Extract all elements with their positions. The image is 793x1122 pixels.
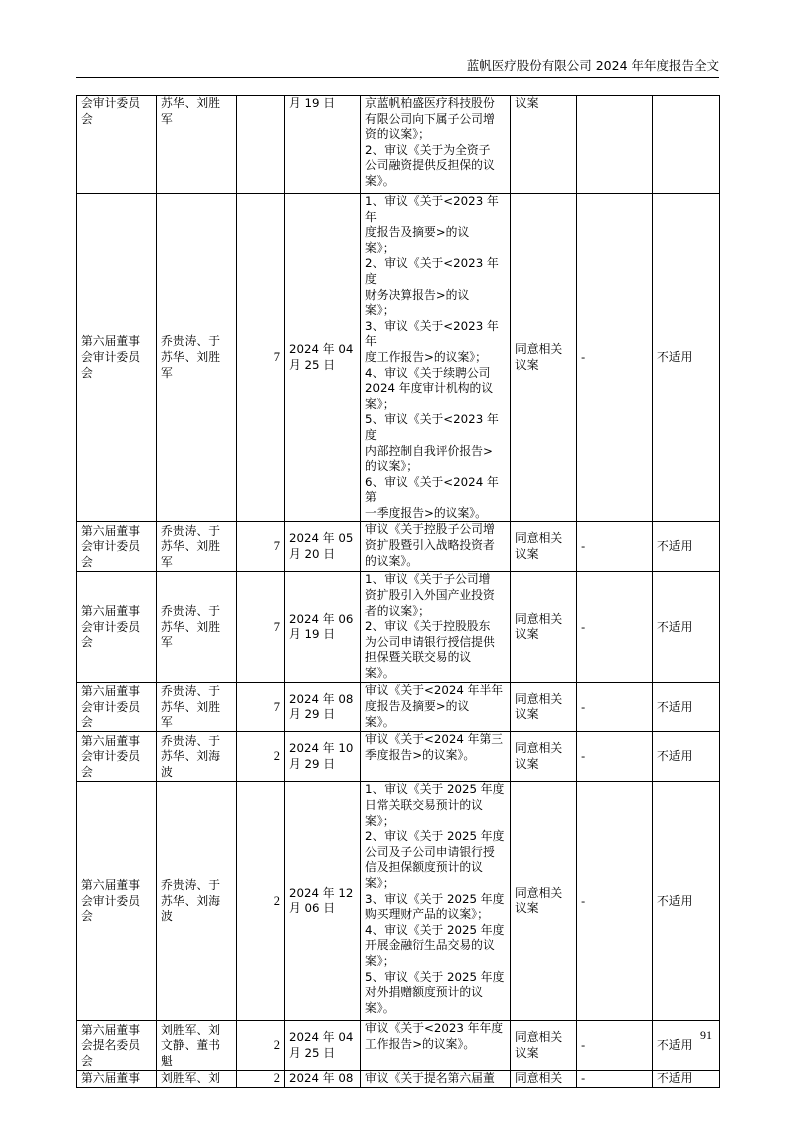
cell-text-line: 军 — [161, 715, 173, 730]
cell-text-line: 2024 年 12 — [289, 885, 354, 900]
cell-text-line: 第六届董事 — [81, 733, 140, 748]
cell-text-line: 议案 — [515, 1045, 539, 1060]
cell-text-line: 会 — [81, 111, 93, 126]
cell-text: 不适用 — [657, 349, 693, 364]
opinion-cell — [511, 683, 577, 732]
committee-name-cell — [77, 782, 157, 1021]
cell-text-line: 会审计委员 — [81, 96, 140, 110]
cell-text-line: 6、审议《关于<2024 年第 — [365, 474, 499, 505]
cell-text-line: 度工作报告>的议案》； — [365, 349, 487, 364]
objection-details-cell — [653, 683, 720, 732]
opinion-cell — [511, 194, 577, 522]
cell-text-line: 波 — [161, 909, 173, 924]
cell-text-line: 2024 年 05 — [289, 531, 354, 546]
cell-text-line: 资扩股暨引入战略投资者 — [365, 538, 495, 553]
cell-text-line: 军 — [161, 111, 173, 126]
cell-text-line: 会 — [81, 715, 93, 730]
meeting-count-cell — [237, 522, 285, 572]
cell-text-line: 会审计委员 — [81, 619, 140, 634]
cell-text-line: 苏华、刘胜 — [161, 539, 220, 554]
cell-text-line: 购买理财产品的议案》； — [365, 907, 489, 922]
members-cell — [157, 1071, 237, 1088]
cell-text-line: 担保暨关联交易的议 — [365, 650, 472, 665]
cell-text-line: 审议《关于提名第六届董 — [365, 1071, 495, 1086]
cell-text-line: 会审计委员 — [81, 699, 140, 714]
meeting-count-cell — [237, 782, 285, 1021]
committee-name-cell — [77, 1021, 157, 1071]
cell-text-line: 月 25 日 — [289, 1045, 336, 1060]
cell-text-line: 会审计委员 — [81, 749, 140, 764]
cell-text: 不适用 — [657, 619, 693, 634]
cell-text-line: 4、审议《关于续聘公司 — [365, 365, 491, 380]
cell-text-line: 1、审议《关于子公司增 — [365, 572, 491, 587]
cell-text: - — [581, 619, 586, 634]
table-row — [77, 572, 720, 683]
cell-text-line: 议案 — [515, 627, 539, 642]
cell-text-line: 苏华、刘胜 — [161, 699, 220, 714]
opinion-cell — [511, 1071, 577, 1088]
cell-text-line: 京蓝帆柏盛医疗科技股份 — [365, 96, 495, 110]
meeting-date-cell — [285, 194, 361, 522]
report-header-title: 蓝帆医疗股份有限公司 2024 年年度报告全文 — [466, 58, 719, 73]
meeting-count-cell — [237, 572, 285, 683]
cell-text-line: 月 19 日 — [289, 96, 336, 110]
cell-text: 7 — [273, 349, 280, 364]
cell-text: - — [581, 699, 586, 714]
cell-text-line: 月 19 日 — [289, 627, 336, 642]
cell-text-line: 公司及子公司申请银行授 — [365, 844, 495, 859]
meeting-count-cell — [237, 194, 285, 522]
objection-details-cell — [653, 522, 720, 572]
table-row — [77, 96, 720, 194]
cell-text-line: 3、审议《关于 2025 年度 — [365, 891, 505, 906]
meeting-count-cell — [237, 683, 285, 732]
cell-text-line: 1、审议《关于 2025 年度 — [365, 782, 505, 797]
cell-text: 7 — [273, 539, 280, 554]
cell-text-line: 乔贵涛、于 — [161, 334, 220, 349]
cell-text-line: 季度报告>的议案》。 — [365, 748, 476, 763]
committee-name-cell — [77, 522, 157, 572]
cell-text-line: 月 29 日 — [289, 707, 336, 722]
meeting-content-cell — [361, 1071, 511, 1088]
members-cell — [157, 572, 237, 683]
cell-text-line: 第六届董事 — [81, 684, 140, 699]
cell-text-line: 苏华、刘胜 — [161, 96, 220, 110]
committee-name-cell — [77, 194, 157, 522]
members-cell — [157, 782, 237, 1021]
cell-text-line: 2024 年 04 — [289, 342, 354, 357]
committee-name-cell — [77, 732, 157, 782]
cell-text-line: 苏华、刘海 — [161, 749, 220, 764]
cell-text-line: 资扩股引入外国产业投资 — [365, 588, 495, 603]
cell-text-line: 会审计委员 — [81, 893, 140, 908]
cell-text-line: 波 — [161, 764, 173, 779]
suggestion-cell — [577, 782, 653, 1021]
cell-text-line: 对外捐赠额度预计的议 — [365, 985, 483, 1000]
table-row — [77, 1021, 720, 1071]
meeting-content-cell — [361, 782, 511, 1021]
members-cell — [157, 732, 237, 782]
cell-text-line: 第六届董事 — [81, 1071, 140, 1086]
cell-text-line: 1、审议《关于<2023 年年 — [365, 194, 499, 224]
cell-text-line: 第六届董事 — [81, 523, 140, 538]
table-row — [77, 194, 720, 522]
cell-text-line: 同意相关 — [515, 1030, 563, 1045]
cell-text-line: 案》。 — [365, 1000, 395, 1015]
cell-text-line: 同意相关 — [515, 611, 563, 626]
page-number: 91 — [700, 1028, 712, 1042]
cell-text-line: 有限公司向下属子公司增 — [365, 111, 495, 126]
cell-text-line: 会 — [81, 1053, 93, 1068]
meeting-date-cell — [285, 1021, 361, 1071]
cell-text-line: 2024 年度审计机构的议 — [365, 381, 494, 396]
opinion-cell — [511, 1021, 577, 1071]
meeting-content-cell — [361, 194, 511, 522]
cell-text: - — [581, 1038, 586, 1053]
cell-text-line: 议案 — [515, 96, 539, 110]
suggestion-cell — [577, 732, 653, 782]
cell-text-line: 案》。 — [365, 666, 395, 681]
cell-text-line: 会 — [81, 554, 93, 569]
cell-text: - — [581, 1071, 586, 1086]
cell-text-line: 2、审议《关于为全资子 — [365, 142, 491, 157]
cell-text-line: 苏华、刘胜 — [161, 619, 220, 634]
cell-text-line: 第六届董事 — [81, 1022, 140, 1037]
cell-text-line: 2024 年 08 — [289, 691, 354, 706]
cell-text-line: 会提名委员 — [81, 1038, 140, 1053]
cell-text-line: 资的议案》； — [365, 127, 430, 142]
cell-text-line: 会 — [81, 764, 93, 779]
cell-text-line: 度报告及摘要>的议 — [365, 699, 470, 714]
cell-text-line: 2024 年 10 — [289, 741, 354, 756]
opinion-cell — [511, 732, 577, 782]
cell-text-line: 议案 — [515, 357, 539, 372]
cell-text: 2 — [273, 749, 280, 764]
cell-text-line: 第六届董事 — [81, 604, 140, 619]
objection-details-cell — [653, 572, 720, 683]
meeting-count-cell — [237, 96, 285, 194]
cell-text-line: 审议《关于<2024 年第三 — [365, 732, 504, 747]
cell-text-line: 案》； — [365, 240, 395, 255]
cell-text: 不适用 — [657, 893, 693, 908]
objection-details-cell — [653, 194, 720, 522]
cell-text-line: 同意相关 — [515, 691, 563, 706]
cell-text-line: 乔贵涛、于 — [161, 684, 220, 699]
table-row — [77, 683, 720, 732]
meeting-content-cell — [361, 96, 511, 194]
cell-text-line: 乔贵涛、于 — [161, 878, 220, 893]
members-cell — [157, 522, 237, 572]
table-row — [77, 782, 720, 1021]
members-cell — [157, 683, 237, 732]
cell-text-line: 2、审议《关于<2023 年度 — [365, 256, 499, 286]
cell-text-line: 的议案》； — [365, 459, 419, 474]
cell-text-line: 议案 — [515, 546, 539, 561]
cell-text-line: 工作报告>的议案》。 — [365, 1037, 476, 1052]
cell-text-line: 刘胜军、刘 — [161, 1071, 220, 1086]
cell-text-line: 刘胜军、刘 — [161, 1022, 220, 1037]
cell-text: - — [581, 539, 586, 554]
cell-text: - — [581, 749, 586, 764]
table-row — [77, 522, 720, 572]
meeting-content-cell — [361, 732, 511, 782]
cell-text-line: 5、审议《关于<2023 年度 — [365, 412, 499, 442]
cell-text-line: 月 20 日 — [289, 546, 336, 561]
cell-text-line: 3、审议《关于<2023 年年 — [365, 318, 499, 349]
cell-text-line: 乔贵涛、于 — [161, 604, 220, 619]
cell-text-line: 月 25 日 — [289, 357, 336, 372]
cell-text-line: 2024 年 08 — [289, 1071, 354, 1086]
cell-text-line: 审议《关于控股子公司增 — [365, 522, 495, 537]
meeting-count-cell — [237, 732, 285, 782]
committee-meetings-table — [76, 95, 720, 1088]
objection-details-cell — [653, 732, 720, 782]
cell-text-line: 月 29 日 — [289, 756, 336, 771]
committee-name-cell — [77, 1071, 157, 1088]
cell-text-line: 议案 — [515, 901, 539, 916]
cell-text-line: 者的议案》； — [365, 603, 430, 618]
suggestion-cell — [577, 522, 653, 572]
cell-text-line: 乔贵涛、于 — [161, 523, 220, 538]
cell-text-line: 议案 — [515, 756, 539, 771]
meeting-content-cell — [361, 522, 511, 572]
cell-text: 7 — [273, 619, 280, 634]
cell-text-line: 信及担保额度预计的议 — [365, 860, 483, 875]
cell-text-line: 同意相关 — [515, 741, 563, 756]
cell-text-line: 2024 年 04 — [289, 1030, 354, 1045]
cell-text-line: 为公司申请银行授信提供 — [365, 634, 495, 649]
cell-text-line: 乔贵涛、于 — [161, 733, 220, 748]
table-row — [77, 732, 720, 782]
opinion-cell — [511, 96, 577, 194]
cell-text-line: 军 — [161, 365, 173, 380]
suggestion-cell — [577, 96, 653, 194]
cell-text: 7 — [273, 699, 280, 714]
meeting-date-cell — [285, 782, 361, 1021]
meeting-content-cell — [361, 1021, 511, 1071]
cell-text-line: 案》； — [365, 303, 395, 318]
cell-text-line: 同意相关 — [515, 885, 563, 900]
cell-text-line: 财务决算报告>的议 — [365, 287, 470, 302]
cell-text: 不适用 — [657, 749, 693, 764]
table-row — [77, 1071, 720, 1088]
cell-text: 不适用 — [657, 539, 693, 554]
cell-text-line: 会审计委员 — [81, 349, 140, 364]
meeting-date-cell — [285, 1071, 361, 1088]
cell-text-line: 案》； — [365, 813, 395, 828]
cell-text-line: 第六届董事 — [81, 334, 140, 349]
opinion-cell — [511, 522, 577, 572]
cell-text: 不适用 — [657, 699, 693, 714]
suggestion-cell — [577, 1021, 653, 1071]
cell-text-line: 开展金融衍生品交易的议 — [365, 938, 495, 953]
meeting-count-cell — [237, 1071, 285, 1088]
cell-text-line: 案》； — [365, 876, 395, 891]
cell-text-line: 案》。 — [365, 714, 395, 729]
meeting-date-cell — [285, 683, 361, 732]
opinion-cell — [511, 572, 577, 683]
cell-text-line: 会 — [81, 909, 93, 924]
meeting-date-cell — [285, 96, 361, 194]
suggestion-cell — [577, 683, 653, 732]
objection-details-cell — [653, 96, 720, 194]
cell-text-line: 苏华、刘海 — [161, 893, 220, 908]
cell-text-line: 文静、董书 — [161, 1038, 220, 1053]
cell-text-line: 会审计委员 — [81, 539, 140, 554]
cell-text: 不适用 — [657, 1071, 693, 1086]
cell-text-line: 2、审议《关于控股股东 — [365, 619, 491, 634]
cell-text-line: 军 — [161, 554, 173, 569]
cell-text-line: 会 — [81, 365, 93, 380]
members-cell — [157, 1021, 237, 1071]
cell-text-line: 案》。 — [365, 173, 395, 188]
suggestion-cell — [577, 1071, 653, 1088]
suggestion-cell — [577, 572, 653, 683]
cell-text-line: 魁 — [161, 1053, 173, 1068]
cell-text-line: 苏华、刘胜 — [161, 349, 220, 364]
cell-text: - — [581, 893, 586, 908]
cell-text-line: 第六届董事 — [81, 878, 140, 893]
meeting-content-cell — [361, 683, 511, 732]
cell-text-line: 审议《关于<2024 年半年 — [365, 683, 504, 698]
cell-text-line: 军 — [161, 635, 173, 650]
cell-text-line: 同意相关 — [515, 1071, 563, 1086]
meeting-content-cell — [361, 572, 511, 683]
opinion-cell — [511, 782, 577, 1021]
cell-text: 2 — [273, 1071, 280, 1086]
cell-text-line: 议案 — [515, 707, 539, 722]
meeting-date-cell — [285, 572, 361, 683]
cell-text-line: 4、审议《关于 2025 年度 — [365, 922, 505, 937]
objection-details-cell — [653, 1071, 720, 1088]
members-cell — [157, 96, 237, 194]
cell-text: 不适用 — [657, 1038, 693, 1053]
cell-text-line: 月 06 日 — [289, 901, 336, 916]
cell-text-line: 案》； — [365, 396, 395, 411]
objection-details-cell — [653, 782, 720, 1021]
cell-text-line: 一季度报告>的议案》。 — [365, 505, 487, 520]
committee-name-cell — [77, 683, 157, 732]
cell-text: 2 — [273, 893, 280, 908]
header-divider — [76, 77, 719, 78]
meeting-date-cell — [285, 732, 361, 782]
members-cell — [157, 194, 237, 522]
cell-text-line: 公司融资提供反担保的议 — [365, 158, 495, 173]
cell-text-line: 同意相关 — [515, 531, 563, 546]
cell-text-line: 2、审议《关于 2025 年度 — [365, 829, 505, 844]
cell-text-line: 审议《关于<2023 年年度 — [365, 1021, 504, 1036]
committee-name-cell — [77, 96, 157, 194]
committee-name-cell — [77, 572, 157, 683]
meeting-date-cell — [285, 522, 361, 572]
cell-text: - — [581, 349, 586, 364]
cell-text-line: 的议案》。 — [365, 553, 419, 568]
cell-text: 2 — [273, 1038, 280, 1053]
cell-text-line: 度报告及摘要>的议 — [365, 225, 470, 240]
cell-text-line: 2024 年 06 — [289, 611, 354, 626]
cell-text-line: 5、审议《关于 2025 年度 — [365, 969, 505, 984]
cell-text-line: 内部控制自我评价报告> — [365, 443, 493, 458]
suggestion-cell — [577, 194, 653, 522]
cell-text-line: 案》； — [365, 954, 395, 968]
cell-text-line: 会 — [81, 635, 93, 650]
cell-text-line: 同意相关 — [515, 342, 563, 357]
meeting-count-cell — [237, 1021, 285, 1071]
cell-text-line: 日常关联交易预计的议 — [365, 798, 483, 813]
